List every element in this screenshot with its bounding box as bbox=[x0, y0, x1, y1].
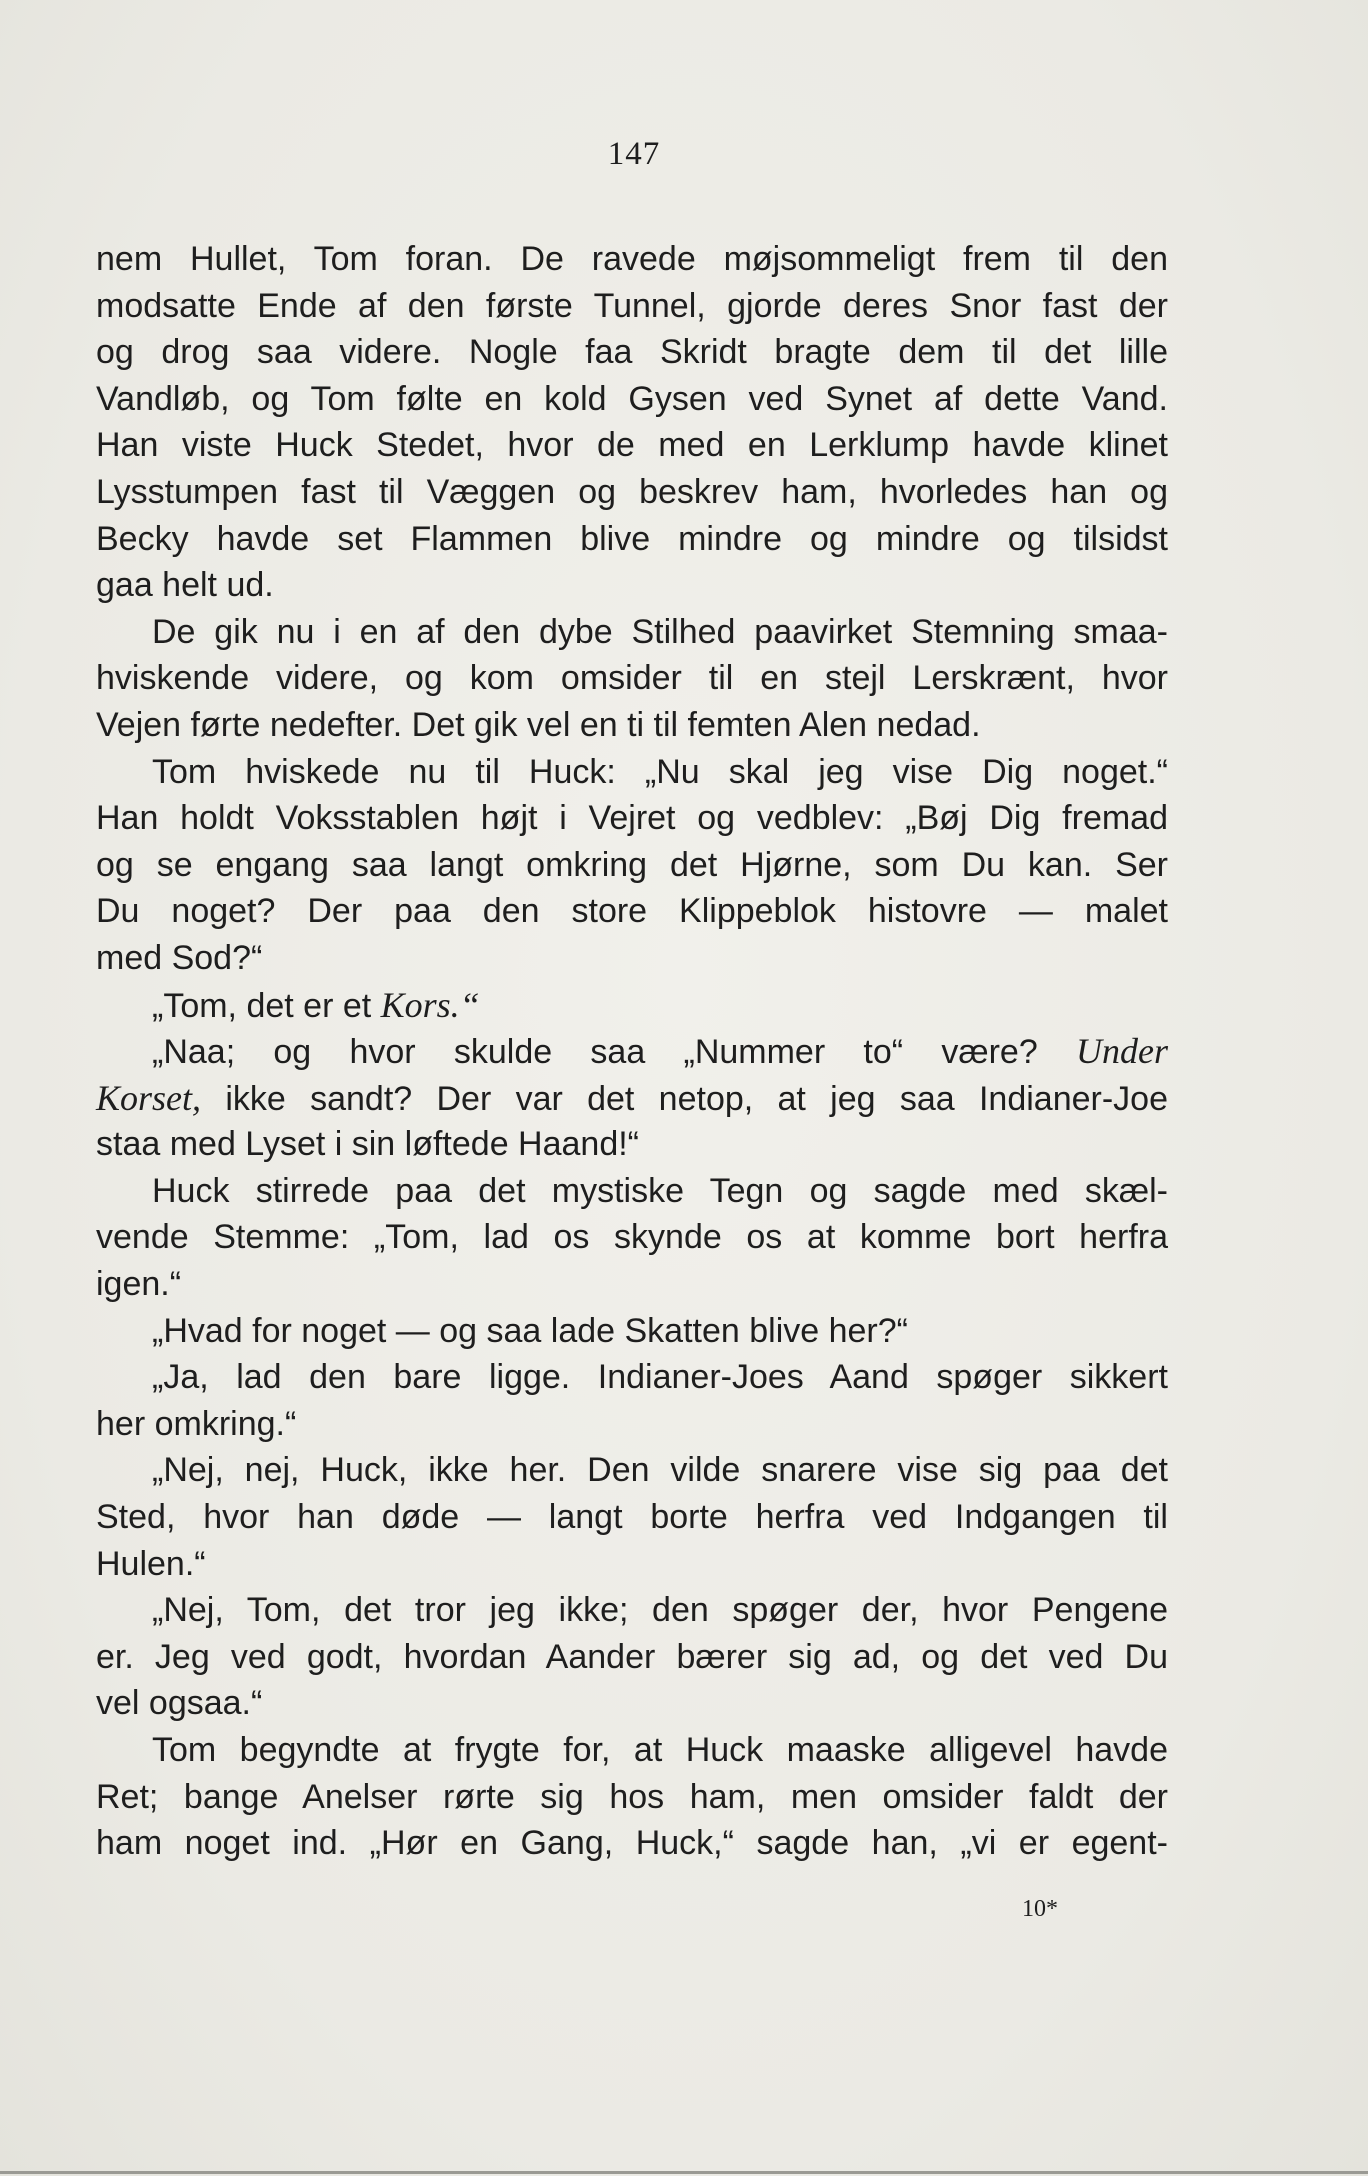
italic-text: Kors.“ bbox=[380, 984, 480, 1025]
text-line: Tom hviskede nu til Huck: „Nu skal jeg vise Dig noget.“ bbox=[152, 752, 1168, 791]
text-line bbox=[96, 1075, 1168, 1122]
text-line: og drog saa videre. Nogle faa Skridt bragte dem til det lille bbox=[96, 333, 1168, 372]
text-line: Han viste Huck Stedet, hvor de med en Lerklump havde klinet bbox=[96, 426, 1168, 465]
text-line: nem Hullet, Tom foran. De ravede møjsommeligt frem til den bbox=[96, 240, 1168, 278]
text-line: modsatte Ende af den første Tunnel, gjorde deres Snor fast der bbox=[96, 286, 1168, 325]
text-line: Vejen førte nedefter. Det gik vel en ti til femten Alen nedad. bbox=[96, 705, 981, 744]
text-segment: ikke sandt? Der var det netop, at jeg saa Indianer-Joe bbox=[201, 1079, 1168, 1118]
text-line: Huck stirrede paa det mystiske Tegn og sagde med skæl- bbox=[152, 1171, 1168, 1210]
text-line: Sted, hvor han døde — langt borte herfra ved Indgangen til bbox=[96, 1498, 1168, 1537]
text-line: vel ogsaa.“ bbox=[96, 1684, 263, 1723]
text-line: Du noget? Der paa den store Klippeblok histovre — malet bbox=[96, 892, 1168, 931]
text-line: er. Jeg ved godt, hvordan Aander bærer sig ad, og det ved Du bbox=[96, 1637, 1168, 1676]
text-line: Hulen.“ bbox=[96, 1544, 206, 1583]
text-line: staa med Lyset i sin løftede Haand!“ bbox=[96, 1125, 640, 1164]
text-segment: „Naa; og hvor skulde saa „Nummer to“ være? bbox=[152, 1033, 1076, 1072]
text-line: hviskende videre, og kom omsider til en stejl Lerskrænt, hvor bbox=[96, 659, 1168, 698]
page-number: 147 bbox=[607, 136, 661, 172]
text-line: igen.“ bbox=[96, 1265, 182, 1304]
text-line: ham noget ind. „Hør en Gang, Huck,“ sagde han, „vi er egent- bbox=[96, 1824, 1168, 1863]
text-line: „Ja, lad den bare ligge. Indianer-Joes Aand spøger sikkert bbox=[152, 1358, 1168, 1397]
text-line: Becky havde set Flammen blive mindre og mindre og tilsidst bbox=[96, 519, 1168, 558]
italic-text: Under bbox=[1076, 1031, 1168, 1072]
text-line: De gik nu i en af den dybe Stilhed paavirket Stemning smaa- bbox=[152, 612, 1168, 651]
signature-mark: 10* bbox=[1022, 1896, 1058, 1922]
text-line: og se engang saa langt omkring det Hjørne, som Du kan. Ser bbox=[96, 845, 1168, 884]
text-line: med Sod?“ bbox=[96, 938, 263, 977]
text-line: „Hvad for noget — og saa lade Skatten blive her?“ bbox=[152, 1311, 908, 1350]
text-line: „Nej, nej, Huck, ikke her. Den vilde snarere vise sig paa det bbox=[152, 1451, 1168, 1490]
text-line bbox=[96, 982, 1168, 1029]
text-line: Tom begyndte at frygte for, at Huck maaske alligevel havde bbox=[152, 1731, 1168, 1769]
text-line: vende Stemme: „Tom, lad os skynde os at komme bort herfra bbox=[96, 1218, 1168, 1257]
text-line: Vandløb, og Tom følte en kold Gysen ved Synet af dette Vand. bbox=[96, 379, 1168, 418]
text-line: Ret; bange Anelser rørte sig hos ham, men omsider faldt der bbox=[96, 1777, 1168, 1816]
text-line: her omkring.“ bbox=[96, 1404, 297, 1443]
text-line: Lysstumpen fast til Væggen og beskrev ham, hvorledes han og bbox=[96, 472, 1168, 511]
text-line: „Nej, Tom, det tror jeg ikke; den spøger der, hvor Pengene bbox=[152, 1591, 1168, 1630]
text-line bbox=[96, 1028, 1168, 1075]
body-text bbox=[96, 236, 1168, 1867]
text-line: Han holdt Voksstablen højt i Vejret og vedblev: „Bøj Dig fremad bbox=[96, 799, 1168, 838]
text-line: gaa helt ud. bbox=[96, 566, 274, 605]
italic-text: Korset, bbox=[96, 1077, 202, 1118]
text-segment: „Tom, det er et bbox=[152, 986, 381, 1025]
bottom-edge-rule bbox=[0, 2171, 1368, 2174]
